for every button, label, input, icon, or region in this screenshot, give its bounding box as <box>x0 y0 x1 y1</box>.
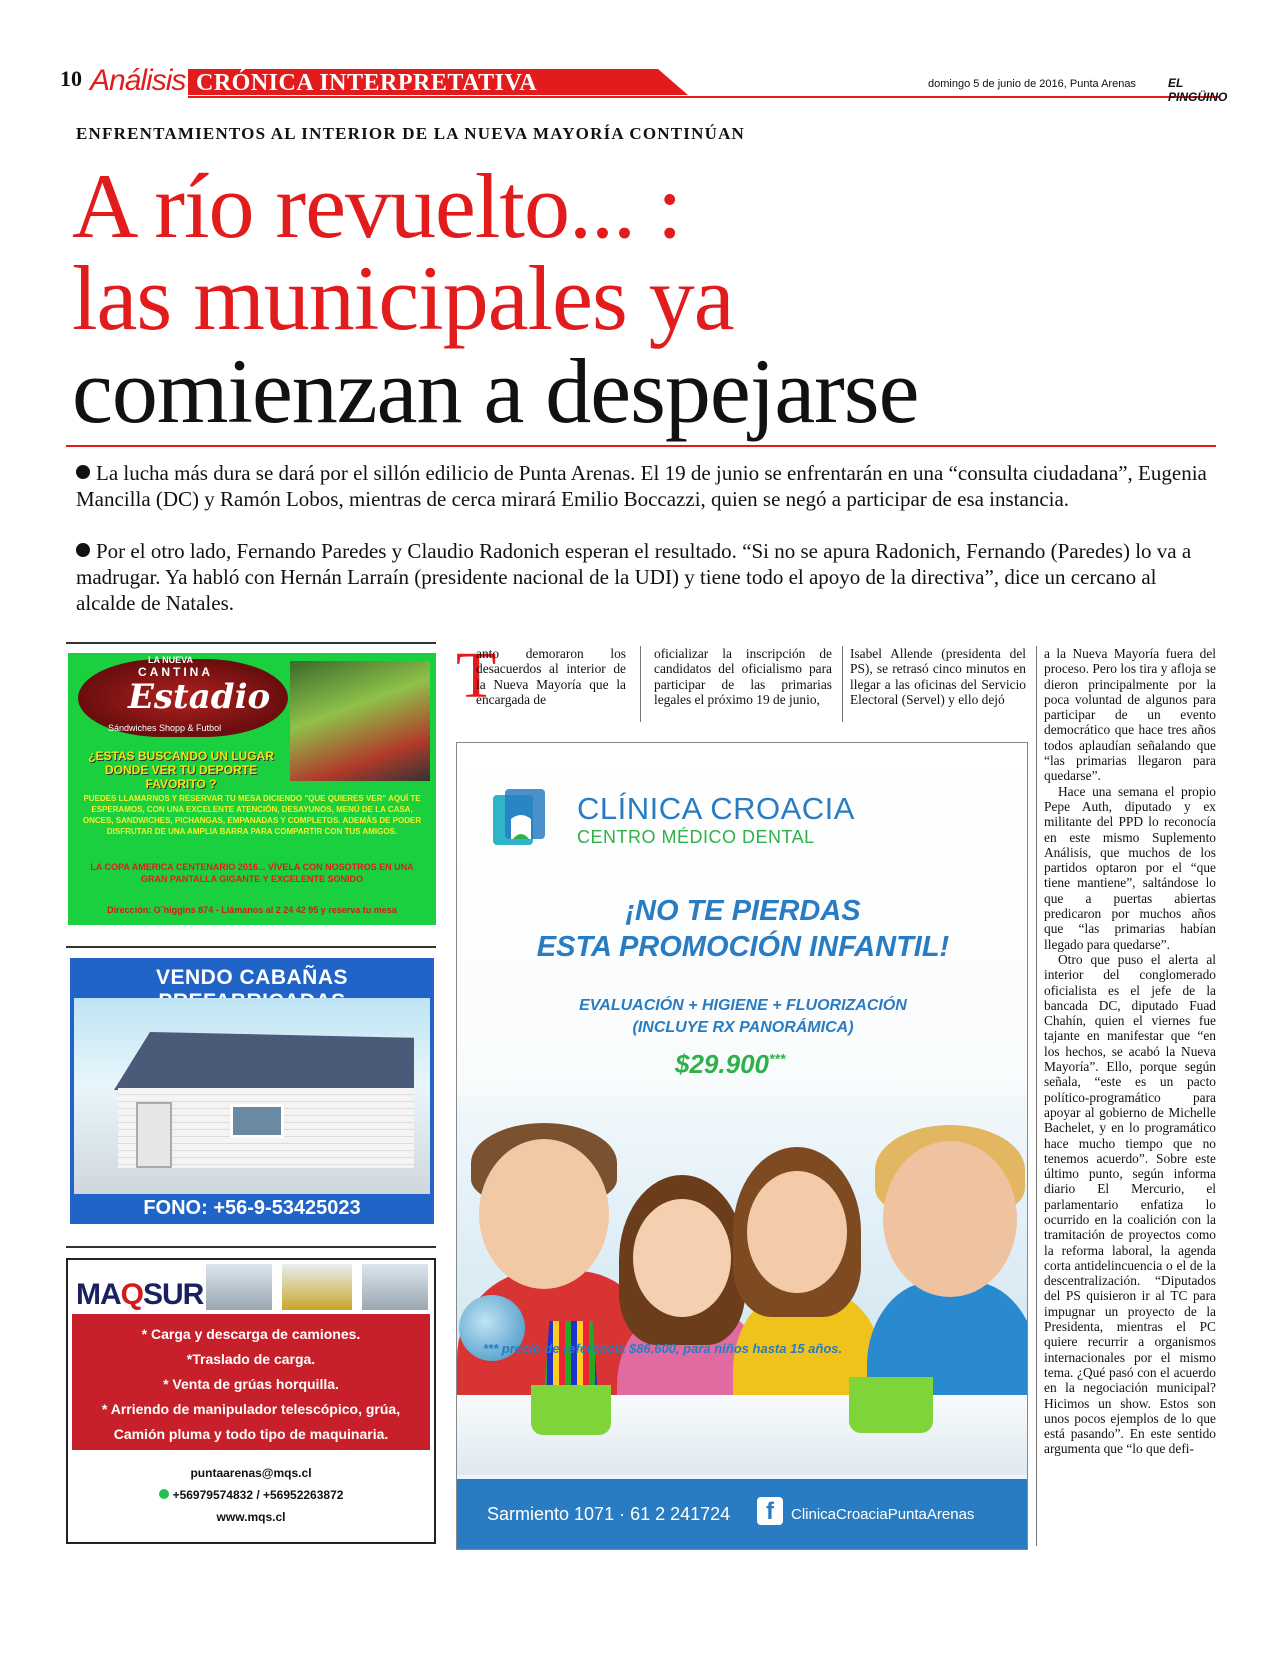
page-number: 10 <box>60 66 82 91</box>
clinic-footer <box>457 1479 1028 1550</box>
column-rule <box>1036 646 1037 1546</box>
pencil-cup <box>531 1385 611 1435</box>
pencil-cup <box>849 1377 933 1433</box>
page-header <box>60 64 1228 104</box>
promo-price: $29.900*** <box>675 1049 786 1079</box>
cantina-ad[interactable] <box>68 653 436 925</box>
body-paragraph: a la Nueva Mayoría fuera del proceso. Pero los tira y afloja se dieron principalmente por la poca voluntad de algunos para participar de un evento democrático que hace tres años todos aplaudían señalando que “las primarias llegaron para quedarse”. <box>1044 646 1216 784</box>
ad-divider <box>66 1246 436 1248</box>
article-kicker: ENFRENTAMIENTOS AL INTERIOR DE LA NUEVA MAYORÍA CONTINÚAN <box>76 124 746 143</box>
service-line: * Carga y descarga de camiones. <box>141 1326 361 1342</box>
body-column-1: anto demoraron los desacuerdos al interior de la Nueva Mayoría que la encargada de <box>476 646 626 707</box>
cantina-photo <box>290 661 430 781</box>
maqsur-phone: +56979574832 / +56952263872 <box>68 1488 434 1502</box>
column-rule <box>842 646 843 722</box>
cantina-logo-sub: CANTINA <box>138 665 213 679</box>
services-line-1: EVALUACIÓN + HIGIENE + FLUORIZACIÓN <box>579 997 907 1014</box>
maqsur-services <box>72 1314 430 1450</box>
drop-cap: T <box>456 639 497 712</box>
section-name: Análisis <box>90 64 186 97</box>
cabanas-phone: FONO: +56-9-53425023 <box>143 1197 361 1219</box>
lead-text-2: Por el otro lado, Fernando Paredes y Claudio Radonich esperan el resultado. “Si no se apura Radonich, Fernando (Paredes) lo va a madrugar. Ya habló con Hernán Larraín (presidente nacional de la UDI) y tiene todo el apoyo de la directiva”, dice un cercano al alcalde de Natales. <box>76 539 1192 615</box>
dateline: domingo 5 de junio de 2016, Punta Arenas <box>928 78 1136 90</box>
headline-line-3: comienzan a despejarse <box>72 340 919 442</box>
subsection-name: CRÓNICA INTERPRETATIVA <box>196 70 538 96</box>
loader-photo <box>282 1264 352 1310</box>
cantina-logo-top: LA NUEVA <box>148 655 193 665</box>
crane-photo <box>206 1264 272 1310</box>
cantina-logo-name: Estadio <box>128 677 271 717</box>
maqsur-website[interactable]: www.mqs.cl <box>216 1510 286 1524</box>
headline-line-2: las municipales ya <box>72 247 734 349</box>
headline-rule <box>66 445 1216 447</box>
lead-paragraph-1 <box>76 460 1216 512</box>
kid-face <box>479 1139 609 1289</box>
cabin-photo <box>74 998 430 1194</box>
body-column-3: Isabel Allende (presidenta del PS), se retrasó cinco minutos en llegar a las oficinas del Servicio Electoral (Servel) y ello dejó <box>850 646 1026 707</box>
facebook-icon[interactable]: f <box>757 1497 783 1525</box>
kid-face <box>633 1199 731 1317</box>
promo-line-2: ESTA PROMOCIÓN INFANTIL! <box>536 931 950 963</box>
body-column-4 <box>1044 646 1216 1457</box>
cabanas-title: VENDO CABAÑAS <box>155 966 348 989</box>
whatsapp-icon <box>159 1489 169 1499</box>
cantina-tagline: Sándwiches Shopp & Futbol <box>108 723 222 733</box>
services-line-2: (INCLUYE RX PANORÁMICA) <box>632 1019 854 1036</box>
cantina-question: ¿ESTAS BUSCANDO UN LUGAR DONDE VER TU DEPORTE FAVORITO ? <box>88 749 274 791</box>
price-reference: *** precio de referencia $86.600, para niños hasta 15 años. <box>483 1341 843 1356</box>
bullet-icon <box>76 543 90 557</box>
clinic-address: Sarmiento 1071 · 61 2 241724 <box>487 1504 731 1524</box>
service-line: * Venta de grúas horquilla. <box>163 1376 339 1392</box>
facebook-page[interactable]: ClinicaCroaciaPuntaArenas <box>791 1506 975 1523</box>
cantina-address: Dirección: O´higgins 874 - Llámanos al 2 24 42 95 y reserva tu mesa <box>68 905 436 915</box>
maqsur-ad[interactable] <box>66 1258 436 1544</box>
header-rule <box>188 96 1220 98</box>
body-column-2: oficializar la inscripción de candidatos del oficialismo para participar de las primarias legales el próximo 19 de junio, <box>654 646 832 707</box>
truck-photo <box>362 1264 428 1310</box>
maqsur-email[interactable]: puntaarenas@mqs.cl <box>190 1466 312 1480</box>
clinic-name: CLÍNICA CROACIA <box>577 791 855 826</box>
kids-photo <box>457 1095 1028 1475</box>
column-rule <box>640 646 641 722</box>
lead-paragraph-2 <box>76 538 1216 616</box>
clinic-subtitle: CENTRO MÉDICO DENTAL <box>577 827 815 847</box>
maqsur-logo: MAQSUR <box>76 1278 204 1311</box>
cantina-body: PUEDES LLAMARNOS Y RESERVAR TU MESA DICIENDO "QUE QUIERES VER" AQUÍ TE ESPERAMOS, CON UNA EXCELENTE ATENCIÓN, DESAYUNOS, MENÚ DE LA CASA, ONCES, SANDWICHES, PICHANGAS, EMPANADAS Y COMPLETOS. ADEMÁS DE PODER DISFRUTAR DE UNA AMPLIA BARRA PARA COMPARTIR CON TUS AMIGOS. <box>82 794 422 836</box>
service-line: * Arriendo de manipulador telescópico, grúa, <box>101 1401 401 1417</box>
cabin-roof <box>114 1032 414 1090</box>
bullet-icon <box>76 465 90 479</box>
service-line: Camión pluma y todo tipo de maquinaria. <box>113 1426 389 1442</box>
body-paragraph: Otro que puso el alerta al interior del conglomerado oficialista es el jefe de la bancada DC, diputado Fuad Chahín, quien el viernes fue tajante en manifestar que “en los hechos, se acabó la Nueva Mayoría”. Ello, porque según señala, “este es un pacto político-programático para apoyar al gobierno de Michelle Bachelet, y en lo programático hace mucho tiempo que no tenemos acuerdo”. Sobre este último punto, según informa diario El Mercurio, el parlamentario enfatiza lo ocurrido en la coalición con la tramitación de proyectos como la reforma laboral, la agenda corta antidelincuencia o el de la descentralización. “Diputados del PS quisieron ir al TC para impugnar un proyecto de la Presidenta, mientras el PC quiere recurrir a organismos internacionales por el mismo tema. ¿Qué pasó con el acuerdo en la negociación municipal? Hicimos un show. Estos son unos pocos ejemplos de lo que está pasando”. En este sentido argumenta que “lo que defi- <box>1044 951 1216 1457</box>
kid-face <box>883 1141 1017 1297</box>
cabin-window <box>230 1104 284 1138</box>
body-paragraph: Hace una semana el propio Pepe Auth, diputado y ex militante del PPD lo reconocía en este mismo Suplemento Análisis, que muchos de los partidos optaron por el “que tiene mantiene”, saltándose lo que a puertas abiertas predicaron por muchos años que “las primarias habían llegado para quedarse”. <box>1044 783 1216 952</box>
ad-divider <box>66 642 436 644</box>
cabanas-ad[interactable] <box>70 958 434 1224</box>
tooth-logo-icon <box>491 789 547 853</box>
newspaper-name: EL PINGÜINO <box>1168 76 1228 104</box>
headline-line-1: A río revuelto... : <box>72 155 682 257</box>
lead-text-1: La lucha más dura se dará por el sillón edilicio de Punta Arenas. El 19 de junio se enfrentarán en una “consulta ciudadana”, Eugenia Mancilla (DC) y Ramón Lobos, mientras de cerca mirará Emilio Boccazzi, quien se negó a participar de esa instancia. <box>76 461 1207 511</box>
kid-face <box>747 1171 847 1293</box>
ad-divider <box>66 946 436 948</box>
service-line: *Traslado de carga. <box>186 1351 316 1367</box>
clinic-ad[interactable] <box>456 742 1028 1550</box>
cabin-door <box>136 1102 172 1168</box>
promo-line-1: ¡NO TE PIERDAS <box>625 895 861 927</box>
cantina-copa: LA COPA AMERICA CENTENARIO 2016... VÍVELA CON NOSOTROS EN UNA GRAN PANTALLA GIGANTE Y EXCELENTE SONIDO <box>90 862 414 884</box>
